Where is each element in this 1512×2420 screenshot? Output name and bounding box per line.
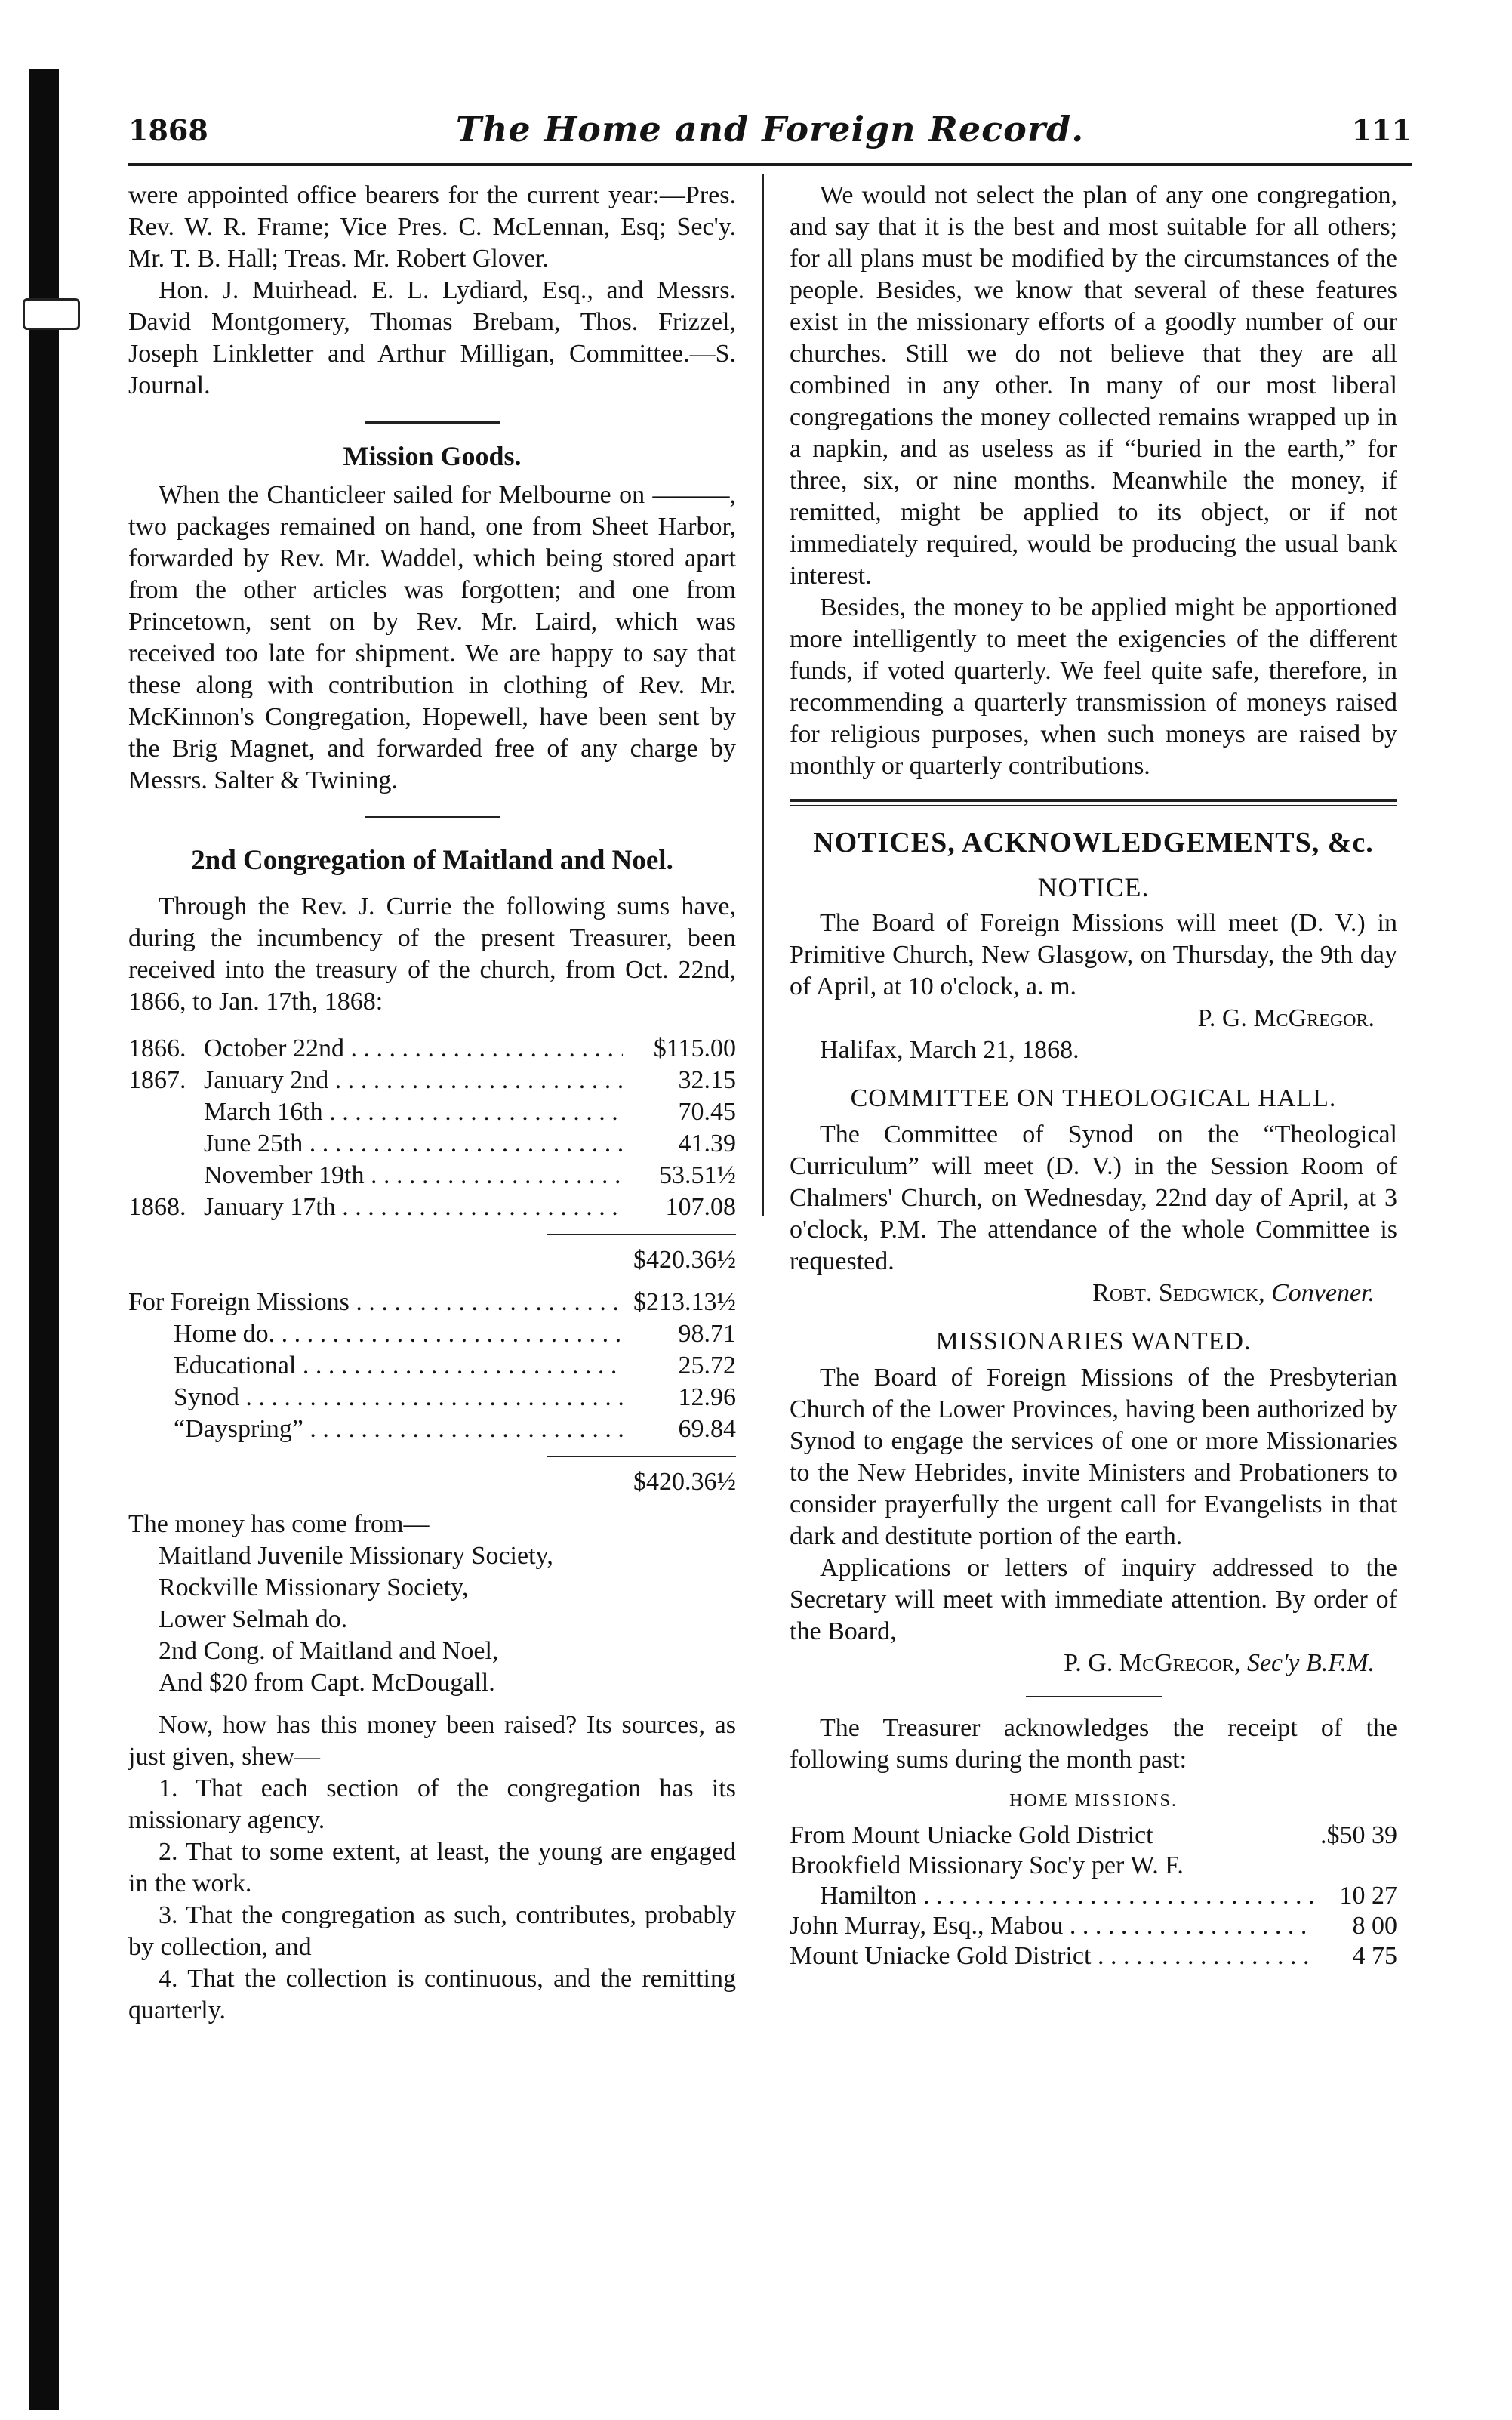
besides-paragraph: Besides, the money to be applied might be apportioned more intelligently to meet the exigencies of the different funds, if voted quarterly. We feel quite safe, therefore, in recommending a quarterly transmission of moneys raised for religious purposes, when such moneys are raised by monthly or quarterly contributions. [790, 593, 1397, 780]
journal-title: The Home and Foreign Record. [455, 109, 1085, 150]
source-item: Maitland Juvenile Missionary Society, [159, 1542, 553, 1570]
point-item: 3. That the congregation as such, contributes, probably by collection, and [128, 1901, 736, 1961]
receipts-ledger [128, 1033, 736, 1223]
source-item: Lower Selmah do. [159, 1605, 348, 1633]
allocation-row: Synod . . . 12.96 [128, 1382, 736, 1413]
point-item: 4. That the collection is continuous, and the remitting quarterly. [128, 1965, 736, 2024]
source-item: 2nd Cong. of Maitland and Noel, [159, 1637, 499, 1665]
ledger-row: November 19th . . . 53.51½ [128, 1160, 736, 1192]
sources-intro: The money has come from— [128, 1510, 430, 1538]
missionaries-text-2: Applications or letters of inquiry addressed to the Secretary will meet with immediate attention. By order of the Board, [790, 1554, 1397, 1645]
journal-page [128, 98, 1412, 2394]
acknowledgement-row: John Murray, Esq., Mabou . . . 8 00 [790, 1910, 1397, 1941]
committee-paragraph: Hon. J. Muirhead. E. L. Lydiard, Esq., and Messrs. David Montgomery, Thomas Brebam, Thos. Frizzel, Joseph Linkletter and Arthur Milligan, Committee.—S. Journal. [128, 276, 736, 399]
right-column [764, 166, 1397, 2371]
running-header [128, 98, 1412, 159]
committee-heading: COMMITTEE ON THEOLOGICAL HALL. [850, 1084, 1337, 1112]
source-item: And $20 from Capt. McDougall. [159, 1669, 495, 1697]
notice-signature: P. G. McGregor. [1197, 1004, 1375, 1032]
allocations-total: $420.36½ [128, 1456, 736, 1498]
notice-text: The Board of Foreign Missions will meet (D. V.) in Primitive Church, New Glasgow, on Thursday, the 9th day of April, at 10 o'clock, a. m. [790, 909, 1397, 1000]
home-missions-heading: HOME MISSIONS. [1009, 1791, 1178, 1811]
committee-signature: Robt. Sedgwick, Convener. [1092, 1279, 1375, 1307]
acknowledgement-row: From Mount Uniacke Gold District .$50 39 [790, 1821, 1397, 1849]
point-item: 2. That to some extent, at least, the young are engaged in the work. [128, 1838, 736, 1897]
notice-heading: NOTICE. [1037, 872, 1150, 902]
sources-list [128, 1540, 736, 1699]
page-number: 111 [1351, 113, 1412, 147]
left-column [128, 166, 762, 2371]
committee-text: The Committee of Synod on the “Theological Curriculum” will meet (D. V.) in the Session Room of Chalmers' Church, on Wednesday, 22nd day of April, at 3 o'clock, P.M. The attendance of the whole Committee is requested. [790, 1121, 1397, 1275]
binding-edge [29, 69, 59, 2410]
allocation-row: Home do. . . . 98.71 [128, 1318, 736, 1350]
notices-heading: NOTICES, ACKNOWLEDGEMENTS, &c. [813, 827, 1374, 859]
missionaries-signature: P. G. McGregor, Sec'y B.F.M. [1064, 1649, 1375, 1677]
allocation-row: “Dayspring” . . . 69.84 [128, 1413, 736, 1445]
acknowledgement-row: Hamilton . . . 10 27 [790, 1880, 1397, 1910]
allocation-row: For Foreign Missions . . . $213.13½ [128, 1287, 736, 1318]
binding-tab [23, 298, 80, 330]
treasurer-text: The Treasurer acknowledges the receipt of the following sums during the month past: [790, 1714, 1397, 1774]
allocations-ledger [128, 1287, 736, 1445]
congregation-intro: Through the Rev. J. Currie the following sums have, during the incumbency of the present Treasurer, been received into the treasury of the church, from Oct. 22nd, 1866, to Jan. 17th, 1868: [128, 892, 736, 1016]
acknowledgement-row: Brookfield Missionary Soc'y per W. F. [790, 1851, 1184, 1879]
notices-divider [790, 799, 1397, 806]
office-bearers-paragraph: were appointed office bearers for the current year:—Pres. Rev. W. R. Frame; Vice Pres. C. McLennan, Esq; Sec'y. Mr. T. B. Hall; Treas. Mr. Robert Glover. [128, 181, 736, 273]
point-item: 1. That each section of the congregation has its missionary agency. [128, 1774, 736, 1834]
header-year: 1868 [128, 113, 208, 147]
receipts-total: $420.36½ [128, 1234, 736, 1276]
congregation-heading: 2nd Congregation of Maitland and Noel. [191, 845, 673, 876]
question-paragraph: Now, how has this money been raised? Its sources, as just given, shew— [128, 1711, 736, 1771]
acknowledgement-row: Mount Uniacke Gold District . . . 4 75 [790, 1941, 1397, 1971]
acknowledgements-list [790, 1820, 1397, 1971]
ledger-row: 1867. January 2nd . . . 32.15 [128, 1065, 736, 1096]
allocation-row: Educational . . . 25.72 [128, 1350, 736, 1382]
two-column-body [128, 166, 1412, 2371]
section-divider [1026, 1696, 1162, 1697]
ledger-row: 1868. January 17th . . . 107.08 [128, 1192, 736, 1223]
missionaries-text: The Board of Foreign Missions of the Presbyterian Church of the Lower Provinces, having been authorized by Synod to engage the services of one or more Missionaries to the New Hebrides, invite Ministers and Probationers to consider prayerfully the urgent call for Evangelists in that dark and destitute portion of the earth. [790, 1364, 1397, 1550]
missionaries-heading: MISSIONARIES WANTED. [935, 1327, 1252, 1355]
ledger-row: 1866. October 22nd . . . $115.00 [128, 1033, 736, 1065]
section-divider [365, 816, 500, 818]
ledger-row: March 16th . . . 70.45 [128, 1096, 736, 1128]
notice-place-date: Halifax, March 21, 1868. [820, 1036, 1079, 1064]
plan-paragraph: We would not select the plan of any one congregation, and say that it is the best and most suitable for all others; for all plans must be modified by the circumstances of the people. Besides, we know that several of these features exist in the missionary efforts of a goodly number of our churches. Still we do not believe that they are all combined in any other. In many of our most liberal congregations the money collected remains wrapped up in a napkin, and as useless as if “buried in the earth,” for three, six, or nine months. Meanwhile the money, if remitted, might be applied to its object, or if not immediately required, would be producing the usual bank interest. [790, 181, 1397, 590]
mission-goods-heading: Mission Goods. [343, 441, 522, 471]
source-item: Rockville Missionary Society, [159, 1574, 469, 1602]
mission-goods-text: When the Chanticleer sailed for Melbourne on ———, two packages remained on hand, one from Sheet Harbor, forwarded by Rev. Mr. Waddel, which being stored apart from the other articles was forgotten; and one from Princetown, sent on by Rev. Mr. Laird, which was received too late for shipment. We are happy to say that these along with contribution in clothing of Rev. Mr. McKinnon's Congregation, Hopewell, have been sent by the Brig Magnet, and forwarded free of any charge by Messrs. Salter & Twining. [128, 481, 736, 794]
ledger-row: June 25th . . . 41.39 [128, 1128, 736, 1160]
section-divider [365, 421, 500, 424]
